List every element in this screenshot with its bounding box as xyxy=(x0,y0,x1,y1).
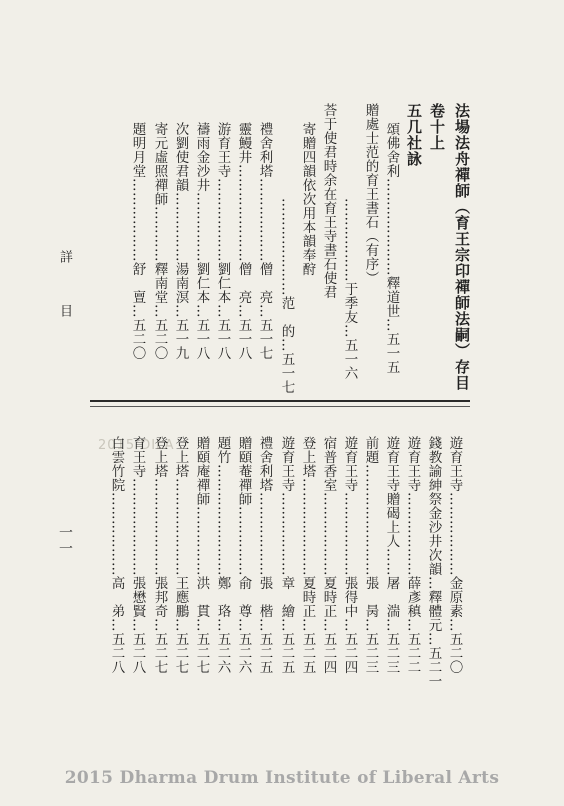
top-entry: 禮舍利塔………………僧 亮…五一七 xyxy=(256,122,273,360)
top-entry: 寄贈四韻依次用本韻奉酧 xyxy=(299,122,316,276)
top-entry: ………………于季友…五一六 xyxy=(341,198,358,380)
top-entry: 頌佛舍利…………………釋道世…五一五 xyxy=(383,122,400,374)
side-title: 詳 目 xyxy=(57,250,72,331)
top-entry: 法場法舟禪師（育王宗印禪師法嗣）存目 xyxy=(453,103,471,391)
bottom-entry: 登上塔…………………王應鵬…五二七 xyxy=(172,436,189,674)
top-entry: 贈處士范的育王書石（有序） xyxy=(362,103,379,285)
top-entry: 靈鰻井…………………僧 亮…五一八 xyxy=(235,122,252,360)
bottom-entry: 宿普香室………………夏時正…五二四 xyxy=(320,436,337,674)
top-entry: 題明月堂………………舒 亶…五二〇 xyxy=(129,122,146,360)
faint-watermark: 2015 DILA xyxy=(98,438,175,453)
top-entry: 寄元虛照禪師…………釋南堂…五二〇 xyxy=(151,122,168,360)
bottom-entry: 登上塔…………………夏時正…五二五 xyxy=(299,436,316,674)
page-number: 一一 xyxy=(57,525,73,557)
top-entry: …………………范 的…五一七 xyxy=(278,198,295,394)
bottom-entry: 遊育王寺………………張得中…五二四 xyxy=(341,436,358,674)
bottom-entry: 贈頤菴禪師……………俞 尊…五二六 xyxy=(235,436,252,674)
top-entry: 禱雨金沙井……………劉仁本…五一八 xyxy=(193,122,210,360)
watermark: 2015 Dharma Drum Institute of Liberal Arts xyxy=(64,768,500,788)
bottom-entry: 禮舍利塔………………張 楷…五二五 xyxy=(256,436,273,674)
bottom-entry: 遊育王寺………………薛彥稹…五二二 xyxy=(404,436,421,674)
top-entry: 游育王寺………………劉仁本…五一八 xyxy=(214,122,231,360)
top-entry: 卷十上 xyxy=(428,103,446,151)
section-divider-thick xyxy=(90,400,470,402)
bottom-entry: 錢教諭紳祭金沙井次韻…釋體元…五二一 xyxy=(425,436,442,688)
bottom-entry: 遊育王寺………………章 繪…五二五 xyxy=(278,436,295,674)
top-entry: 次劉使君韻……………湯南溟…五一九 xyxy=(172,122,189,360)
bottom-entry: 前題……………………張 昺…五二三 xyxy=(362,436,379,674)
bottom-entry: 遊育王寺………………金原素…五二〇 xyxy=(446,436,463,674)
bottom-entry: 贈頤庵禪師……………洪 貫…五二七 xyxy=(193,436,210,674)
top-entry: 五几社詠 xyxy=(405,103,423,167)
section-divider-thin xyxy=(90,406,470,407)
bottom-entry: 登上塔…………………張邦奇…五二七 xyxy=(151,436,168,674)
bottom-entry: 育王寺…………………張懋賢…五二八 xyxy=(129,436,146,674)
bottom-entry: 遊育王寺贈碣上人……屠 湍…五二三 xyxy=(383,436,400,674)
top-entry: 荅于使君時余在育王寺書石使君 xyxy=(320,103,337,299)
bottom-entry: 題竹……………………鄭 珞…五二六 xyxy=(214,436,231,674)
bottom-entry: 白雲竹院………………高 弟…五二八 xyxy=(108,436,125,674)
